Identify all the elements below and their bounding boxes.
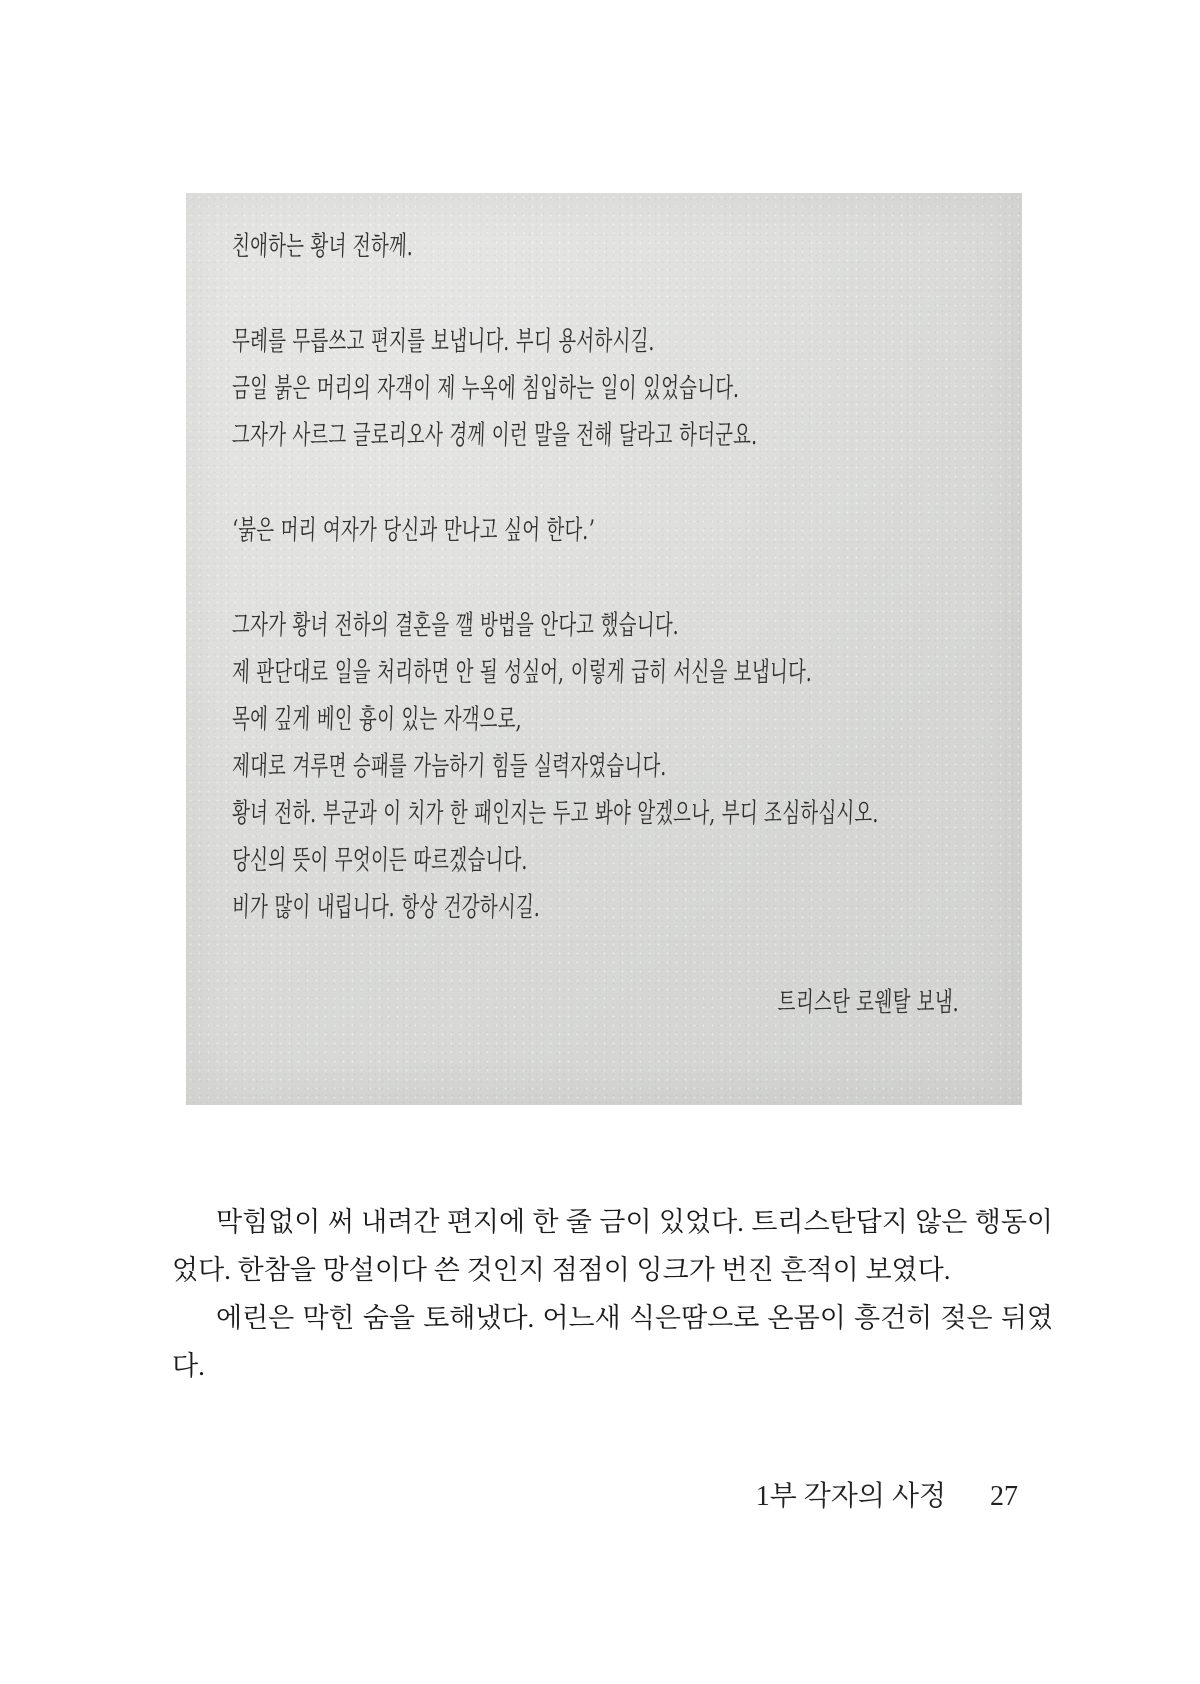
- letter-line: 목에 깊게 베인 흉이 있는 자객으로,: [231, 704, 523, 735]
- letter-signature: 트리스탄 로웬탈 보냄.: [777, 987, 960, 1018]
- letter-line: 제대로 겨루면 승패를 가늠하기 힘들 실력자였습니다.: [231, 751, 668, 782]
- letter-line: 금일 붉은 머리의 자객이 제 누옥에 침입하는 일이 있었습니다.: [231, 373, 741, 404]
- letter-line: 황녀 전하. 부군과 이 치가 한 패인지는 두고 봐야 알겠으나, 부디 조심하십시오.: [231, 798, 880, 829]
- letter-blank-line: [232, 931, 972, 979]
- letter-line: 제 판단대로 일을 처리하면 안 될 성싶어, 이렇게 급히 서신을 보냅니다.: [231, 657, 813, 688]
- letter-blank-line: [232, 554, 972, 602]
- narrative-paragraph: 막힘없이 써 내려간 편지에 한 줄 금이 있었다. 트리스탄답지 않은 행동이었다. 한참을 망설이다 쓴 것인지 점점이 잉크가 번진 흔적이 보였다.: [172, 1207, 1053, 1285]
- letter-line: 무례를 무릅쓰고 편지를 보냅니다. 부디 용서하시길.: [231, 326, 656, 357]
- letter-quote-line: ‘붉은 머리 여자가 당신과 만나고 싶어 한다.’: [231, 515, 596, 546]
- letter-paper: [186, 193, 1022, 1105]
- letter-body: [186, 193, 1022, 1026]
- letter-blank-line: [232, 270, 972, 318]
- footer-page-number: 27: [990, 1481, 1018, 1512]
- letter-blank-line: [232, 459, 972, 507]
- footer-section-title: 1부 각자의 사정: [755, 1481, 946, 1512]
- letter-line: 그자가 황녀 전하의 결혼을 깰 방법을 안다고 했습니다.: [231, 610, 680, 641]
- letter-line: 비가 많이 내립니다. 항상 건강하시길.: [231, 892, 541, 923]
- narrative-text: [172, 1198, 1053, 1390]
- running-footer: [756, 1480, 1018, 1514]
- letter-salutation: 친애하는 황녀 전하께.: [231, 231, 414, 262]
- narrative-paragraph: 에린은 막힌 숨을 토해냈다. 어느새 식은땀으로 온몸이 흥건히 젖은 뒤였다.: [172, 1303, 1053, 1381]
- letter-line: 그자가 사르그 글로리오사 경께 이런 말을 전해 달라고 하더군요.: [231, 420, 759, 451]
- letter-line: 당신의 뜻이 무엇이든 따르겠습니다.: [231, 845, 529, 876]
